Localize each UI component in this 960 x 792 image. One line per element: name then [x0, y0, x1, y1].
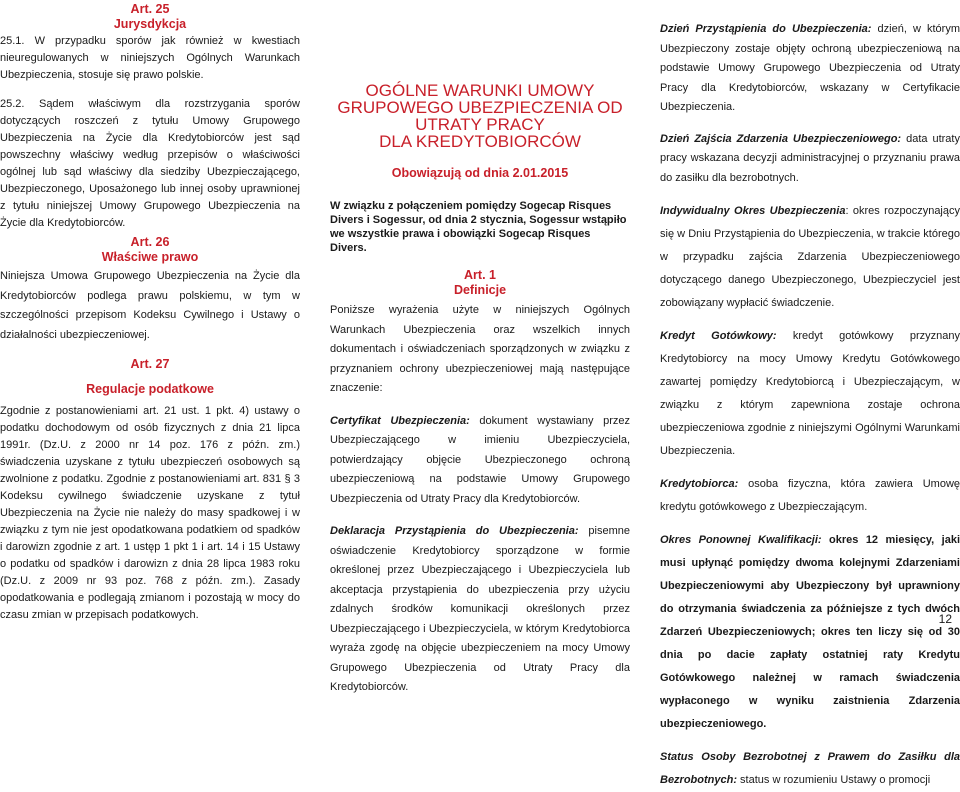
def-dzien-zajscia: data utraty pracy wskazana decyzji administracyjnej o przyznaniu prawa do zasiłku dla bezrobotnych.: [660, 132, 960, 184]
right-column: [660, 0, 960, 786]
art26-subheading: Właściwe prawo: [101, 250, 199, 264]
main-title-line-1: OGÓLNE WARUNKI UMOWY: [365, 81, 595, 100]
art25-subheading: Jurysdykcja: [113, 17, 187, 31]
left-column: [0, 0, 300, 630]
definition-status: [660, 746, 960, 792]
paragraph-27: Zgodnie z postanowieniami art. 21 ust. 1 pkt. 4) ustawy o podatku dochodowym od osób fizycznych z dnia 21 lipca 1991r. (Dz.U. z 2000 nr 14 poz. 176 z późn. zm.) świadczenia uzyskane z tytułu ubezpieczeń osobowych są zwolnione z podatku. Zgodnie z postanowieniami art. 831 § 3 Kodeksu cywilnego świadczenie uzyskane z tytuł Ubezpieczenia na Życie nie należy do masy spadkowej i w związku z tym nie jest opodatkowana podatkiem od spadków i darowizn zgodnie z art. 1 ustęp 1 pkt 1 i art. 14 i 15 Ustawy o podatku od spadków i darowizn z dnia 28 lipca 1983 roku (Dz.U. z 2009 nr 93 poz. 768 z późn. zm.). Zasady opodatkowania e podlegają zmianom i pozostają w mocy do czasu zmian w przepisach podatkowych.: [0, 405, 300, 621]
term-okres: Indywidualny Okres Ubezpieczenia: [660, 205, 846, 217]
main-title-line-2: GRUPOWEGO UBEZPIECZENIA OD: [337, 98, 623, 117]
definition-okres: [660, 200, 960, 315]
term-status: Status Osoby Bezrobotnej z Prawem do Zasiłku dla Bezrobotnych:: [660, 751, 960, 786]
term-dzien-przystapienia: Dzień Przystąpienia do Ubezpieczenia:: [660, 23, 872, 35]
term-kredytobiorca: Kredytobiorca:: [660, 478, 739, 490]
art1-heading: Art. 1: [464, 268, 496, 282]
merger-notice: W związku z połączeniem pomiędzy Sogecap Risques Divers i Sogessur, od dnia 2 stycznia, Sogessur wstąpiło we wszystkie prawa i obowiązki Sogecap Risques Divers.: [330, 200, 627, 254]
art27-heading: Art. 27: [130, 357, 170, 371]
definition-dzien-zajscia: [660, 130, 960, 189]
definitions-intro: Poniższe wyrażenia użyte w niniejszych Ogólnych Warunkach Ubezpieczenia oraz wszelkich innych dokumentach i oświadczeniach sporządzonych w związku z przyznaniem ochrony ubezpieczeniowej mają następujące znaczenie:: [330, 304, 630, 394]
paragraph-25-2: 25.2. Sądem właściwym dla rozstrzygania sporów dotyczących roszczeń z tytułu Umowy Grupowego Ubezpieczenia na Życie dla Kredytobiorców jest sąd powszechny właściwy według przepisów o właściwości ogólnej lub sąd właściwy dla siedziby Ubezpieczającego, Ubezpieczonego, Uposażonego lub innej osoby uprawnionej z tytułu niniejszej Umowy Grupowego Ubezpieczenia na Życie dla Kredytobiorców.: [0, 98, 300, 229]
term-kredyt: Kredyt Gotówkowy:: [660, 330, 777, 342]
def-deklaracja: pisemne oświadczenie Kredytobiorcy sporządzone w formie określonej przez Ubezpieczającego i Ubezpieczyciela lub akceptacja przystąpienia do ubezpieczenia przy użyciu zdalnych środków komunikacji określonych przez Ubezpieczającego i Ubezpieczyciela, w którym Kredytobiorca wyraża zgodę na objęcie ubezpieczeniem na mocy Umowy Grupowego Ubezpieczenia od Utraty Pracy dla Kredytobiorców.: [330, 525, 630, 693]
def-dzien-przystapienia: dzień, w którym Ubezpieczony zostaje objęty ochroną ubezpieczeniową na podstawie Umowy Grupowego Ubezpieczenia od Utraty Pracy dla Kredytobiorców, wskazany w Certyfikacie Ubezpieczenia.: [660, 23, 960, 113]
middle-column: [330, 0, 630, 693]
term-deklaracja: Deklaracja Przystąpienia do Ubezpieczenia:: [330, 525, 579, 537]
art1-subheading: Definicje: [453, 283, 507, 297]
term-dzien-zajscia: Dzień Zajścia Zdarzenia Ubezpieczeniowego:: [660, 132, 902, 145]
def-okres: : okres rozpoczynający się w Dniu Przystąpienia do Ubezpieczenia, w trakcie którego w przypadku zajścia Zdarzenia Ubezpieczeniowego dotyczącego danego Ubezpieczonego, Ubezpieczyciel jest zobowiązany wypłacić świadczenie.: [660, 205, 960, 309]
term-okres-ponownej: Okres Ponownej Kwalifikacji:: [660, 534, 822, 546]
art25-heading: Art. 25: [130, 2, 170, 16]
def-kredyt: kredyt gotówkowy przyznany Kredytobiorcy na mocy Umowy Kredytu Gotówkowego zawartej pomiędzy Kredytobiorcą i Ubezpieczającym, w związku z którym zapewniona zostaje ochrona ubezpieczeniowa zgodnie z niniejszymi Ogólnymi Warunkami Ubezpieczenia.: [660, 330, 960, 457]
def-status: status w rozumieniu Ustawy o promocji: [737, 774, 931, 786]
validity-date: Obowiązują od dnia 2.01.2015: [391, 166, 569, 180]
def-okres-ponownej: okres 12 miesięcy, jaki musi upłynąć pomiędzy dwoma kolejnymi Zdarzeniami Ubezpieczeniowymi aby Ubezpieczony był uprawniony do otrzymania świadczenia za późniejsze z tych dwóch Zdarzeń Ubezpieczeniowych; okres ten liczy się od 30 dnia po dacie zapłaty ostatniej raty Kredytu Gotówkowego należnej w ramach świadczenia wypłaconego w wyniku zaistnienia Zdarzenia ubezpieczeniowego.: [660, 534, 960, 730]
definition-okres-ponownej: [660, 529, 960, 736]
paragraph-26: Niniejsza Umowa Grupowego Ubezpieczenia na Życie dla Kredytobiorców podlega prawu polskiemu, w tym w szczególności przepisom Kodeksu Cywilnego i Ustawy o działalności ubezpieczeniowej.: [0, 270, 300, 341]
main-title-line-4: DLA KREDYTOBIORCÓW: [379, 132, 581, 151]
def-certyfikat: dokument wystawiany przez Ubezpieczającego w imieniu Ubezpieczyciela, potwierdzający objęcie Ubezpieczonego ochroną ubezpieczeniową na podstawie Umowy Grupowego Ubezpieczenia od Utraty Pracy dla Kredytobiorców.: [330, 414, 630, 505]
definition-deklaracja: [330, 522, 630, 698]
main-title-line-3: UTRATY PRACY: [415, 115, 545, 134]
art27-subheading: Regulacje podatkowe: [86, 382, 214, 396]
page-number: 12: [938, 612, 952, 626]
definition-certyfikat: [330, 412, 630, 510]
art26-heading: Art. 26: [130, 235, 170, 249]
paragraph-25-1: 25.1. W przypadku sporów jak również w kwestiach nieuregulowanych w niniejszych Ogólnych Warunkach Ubezpieczenia, stosuje się prawo polskie.: [0, 35, 300, 81]
definition-kredyt: [660, 325, 960, 463]
term-certyfikat: Certyfikat Ubezpieczenia:: [330, 414, 470, 427]
def-kredytobiorca: osoba fizyczna, która zawiera Umowę kredytu gotówkowego z Ubezpieczającym.: [660, 478, 960, 513]
definition-dzien-przystapienia: [660, 20, 960, 118]
definition-kredytobiorca: [660, 473, 960, 519]
